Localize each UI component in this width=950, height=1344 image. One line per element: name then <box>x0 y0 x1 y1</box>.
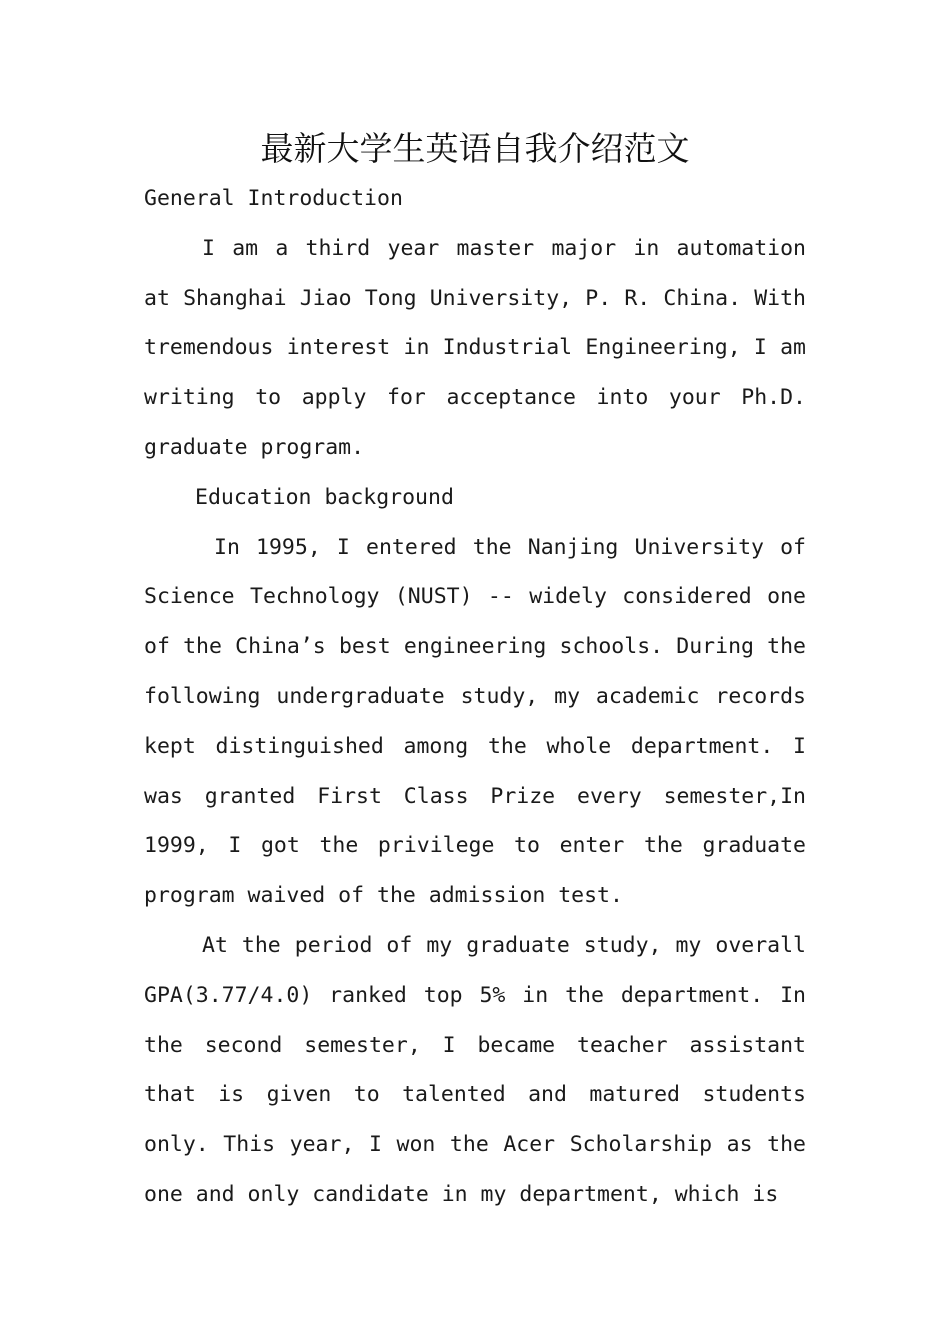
document-title: 最新大学生英语自我介绍范文 <box>260 129 690 168</box>
paragraph-education-graduate: At the period of my graduate study, my overall GPA(3.77/4.0) ranked top 5% in the department. In the second semester, I became teacher assistant that is given to talented and matured students only. This year, I won the Acer Scholarship as the one and only candidate in my department, which is <box>144 932 806 1207</box>
section-heading-education-background: Education background <box>195 484 454 510</box>
paragraph-education-undergraduate: In 1995, I entered the Nanjing University of Science Technology (NUST) -- widely considered one of the China’s best engineering schools. During the following undergraduate study, my academic records kept distinguished among the whole department. I was granted First Class Prize every semester,In 1999, I got the privilege to enter the graduate program waived of the admission test. <box>144 534 806 909</box>
section-heading-general-introduction: General Introduction <box>144 186 403 211</box>
paragraph-general-introduction: I am a third year master major in automation at Shanghai Jiao Tong University, P. R. China. With tremendous interest in Industrial Engineering, I am writing to apply for acceptance into your Ph.D. graduate program. <box>144 235 806 460</box>
document-body <box>144 174 806 1220</box>
